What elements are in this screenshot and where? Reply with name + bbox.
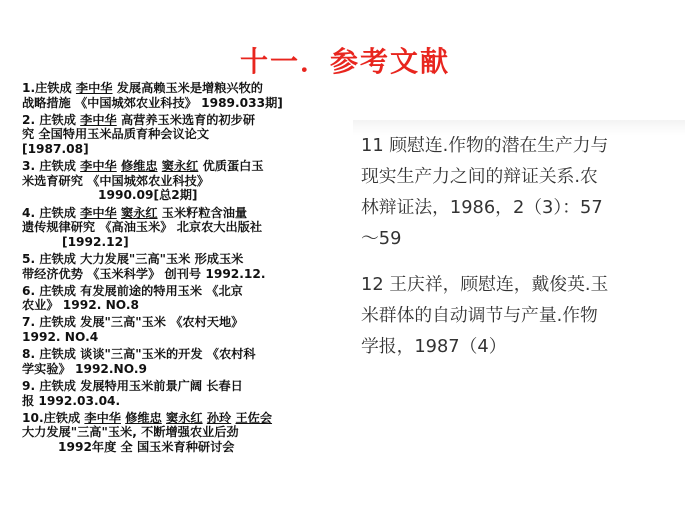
reference-text: 5. 庄铁成 大力发展"三高"玉米 形成玉米 [22,251,244,266]
reference-item [22,411,352,455]
author-name: 窦永红 [161,159,199,174]
author-name: 李中华 [80,112,117,127]
reference-line [22,440,352,455]
reference-text: 4. 庄铁成 [22,205,81,220]
reference-line [22,362,352,377]
author-name: 修维忠 [120,159,158,174]
reference-text: 遗传规律研究 《高油玉米》 北京农大出版社 [22,220,263,235]
reference-text: 3. 庄铁成 [22,159,81,174]
reference-text: 6. 庄铁成 有发展前途的特用玉米 《北京 [22,283,243,298]
reference-text: 高营养玉米选育的初步研 [116,112,256,127]
author-name: 孙玲 [206,410,232,425]
reference-text: 玉米籽粒含油量 [157,205,248,220]
reference-line [22,81,352,96]
reference-line [22,347,352,362]
reference-item [22,81,352,110]
reference-item [22,347,352,376]
left-reference-list [22,81,352,457]
reference-item [22,379,352,408]
reference-line: 米群体的自动调节与产量.作物 [361,305,598,326]
author-name: 窦永红 [120,205,158,220]
reference-line [22,379,352,394]
reference-text: 米选育研究 《中国城郊农业科技》 [22,173,210,188]
reference-line [22,298,352,313]
right-reference-panel [353,120,685,380]
reference-line [22,220,352,235]
reference-item [353,269,685,362]
reference-text: 农业》 1992. NO.8 [22,298,140,313]
reference-line [22,96,352,111]
reference-text: 带经济优势 《玉米科学》 创刊号 1992.12. [22,266,266,281]
reference-text: 2. 庄铁成 [22,112,81,127]
reference-item [353,130,685,254]
reference-line: 现实生产力之间的辩证关系.农 [361,166,598,187]
reference-line [22,252,352,267]
reference-text: [1987.08] [22,141,89,156]
reference-line [22,113,352,128]
reference-line [22,425,352,440]
reference-line: 学报，1987（4） [361,336,507,357]
reference-text: [1992.12] [62,234,129,249]
reference-text: 1992. NO.4 [22,330,99,345]
reference-line [22,315,352,330]
reference-line [22,394,352,409]
reference-text: 学实验》 1992.NO.9 [22,361,147,376]
reference-line: 12 王庆祥，顾慰连，戴俊英.玉 [361,274,609,295]
reference-text: 1990.09[总2期] [98,188,198,203]
reference-line [22,127,352,142]
reference-text: 1992年度 全 国玉米育种研讨会 [58,440,235,454]
reference-line: 11 顾慰连.作物的潜在生产力与 [361,135,609,156]
reference-text: 10.庄铁成 [22,410,85,425]
reference-line [22,284,352,299]
reference-text: 大力发展"三高"玉米, 不断增强农业后劲 [22,425,239,440]
reference-text: 优质蛋白玉 [198,159,264,174]
reference-line [22,267,352,282]
reference-text: 7. 庄铁成 发展"三高"玉米 《农村天地》 [22,315,244,330]
reference-text: 8. 庄铁成 谈谈"三高"玉米的开发 《农村科 [22,347,256,362]
page-title: 十一．参考文献 [239,45,450,78]
reference-text: 1.庄铁成 [22,81,76,95]
author-name: 窦永红 [166,410,203,425]
reference-text: 战略措施 《中国城郊农业科技》 1989.033期] [22,95,283,110]
author-name: 李中华 [84,410,121,425]
author-name: 李中华 [80,205,117,220]
author-name: 修维忠 [125,410,162,425]
reference-item [22,159,352,203]
reference-line [22,159,352,174]
reference-line: 林辩证法，1986，2（3）：57 [361,197,603,218]
author-name: 李中华 [80,159,117,174]
reference-text: 究 全国特用玉米品质育种会议论文 [22,127,210,142]
reference-line [22,142,352,157]
reference-text: 发展高赖玉米是增粮兴牧的 [112,81,263,95]
reference-item [22,206,352,250]
reference-item [22,113,352,157]
reference-line [22,235,352,250]
reference-line [22,174,352,189]
reference-line [22,188,352,203]
reference-line: ～59 [361,228,402,249]
author-name: 王佐会 [235,410,273,425]
reference-line [22,411,352,426]
reference-item [22,284,352,313]
reference-item [22,252,352,281]
reference-line [22,330,352,345]
author-name: 李中华 [75,81,113,95]
reference-text: 报 1992.03.04. [22,393,121,408]
reference-item [22,315,352,344]
reference-text: 9. 庄铁成 发展特用玉米前景广阔 长春日 [22,379,243,394]
reference-line [22,206,352,221]
